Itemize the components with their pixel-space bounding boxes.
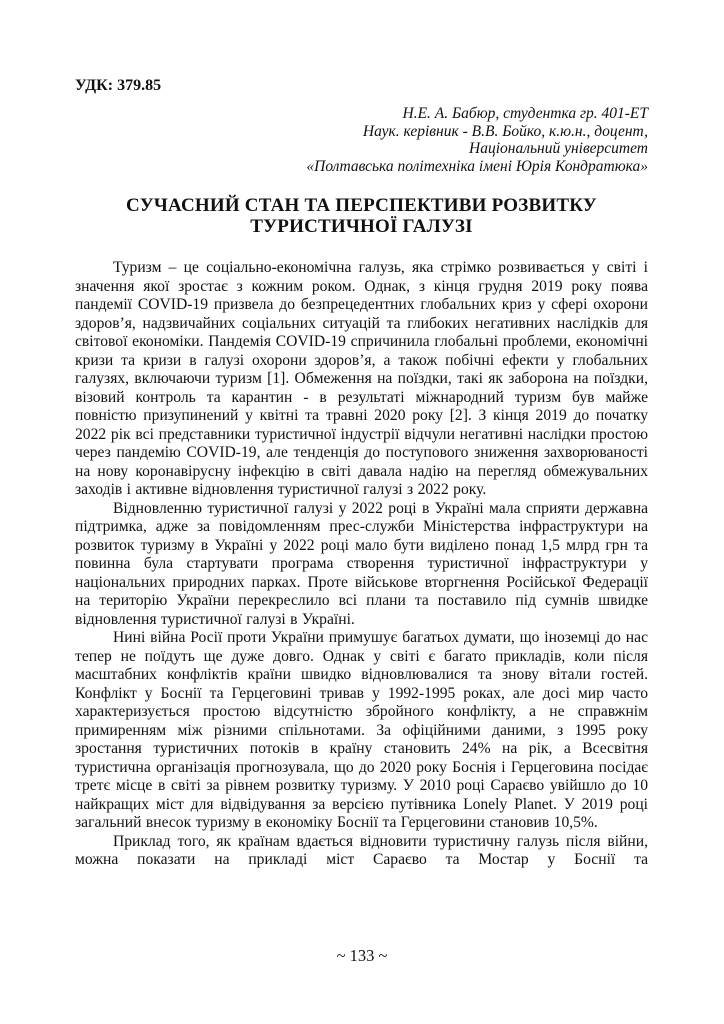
author-block <box>75 105 648 175</box>
author-line-supervisor: Наук. керівник - В.В. Бойко, к.ю.н., доцент, <box>362 122 648 140</box>
paragraph: Приклад того, як країнам вдається відновити туристичну галузь після війни, можна показати на прикладі міст Сараєво та Мостар у Боснії та <box>75 832 648 868</box>
page-number: ~ 133 ~ <box>336 946 388 965</box>
article-title <box>75 195 648 237</box>
article-title-line-1: СУЧАСНИЙ СТАН ТА ПЕРСПЕКТИВИ РОЗВИТКУ <box>126 195 597 216</box>
paragraph: Туризм – це соціально-економічна галузь, яка стрімко розвивається у світі і значення якої зростає з кожним роком. Однак, з кінця грудня 2019 року поява пандемії COVID-19 призвела до безпрецедентних глобальних криз у сфері охорони здоров’я, надзвичайних соціальних ситуацій та глибоких негативних наслідків для світової економіки. Пандемія COVID-19 спричинила глобальні проблеми, економічні кризи та кризи в галузі охорони здоров’я, а також побічні ефекти у глобальних галузях, включаючи туризм [1]. Обмеження на поїздки, такі як заборона на поїздки, візовий контроль та карантин - в результаті міжнародний туризм був майже повністю призупинений у квітні та травні 2020 року [2]. З кінця 2019 до початку 2022 рік всі представники туристичної індустрії відчули негативні наслідки простою через пандемію COVID-19, але тенденція до поступового зниження захворюваності на нову коронавірусну інфекцію в світі давала надію на перегляд обмежувальних заходів і активне відновлення туристичної галузі з 2022 року. <box>75 259 648 498</box>
author-line-student: Н.Е. А. Бабюр, студентка гр. 401-ЕТ <box>402 105 648 122</box>
author-line-university-name: «Полтавська політехніка імені Юрія Кондратюка» <box>306 157 648 175</box>
article-body <box>75 259 648 870</box>
article-title-line-2: ТУРИСТИЧНОЇ ГАЛУЗІ <box>250 216 473 237</box>
paragraph: Нині війна Росії проти України примушує багатьох думати, що іноземці до нас тепер не поїдуть ще дуже довго. Однак у світі є багато прикладів, коли після масштабних конфліктів країни швидко відновлювалися та знову вітали гостей. Конфлікт у Боснії та Герцеговині тривав у 1992-1995 роках, але досі мир часто характеризується простою відсутністю збройного конфлікту, а не справжнім примиренням між різними спільнотами. За офіційними даними, з 1995 року зростання туристичних потоків в країну становить 24% на рік, а Всесвітня туристична організація прогнозувала, що до 2020 року Боснія і Герцеговина посідає третє місце в світі за рівнем розвитку туризму. У 2010 році Сараєво увійшло до 10 найкращих міст для відвідування за версією путівника Lonely Planet. У 2019 році загальний внесок туризму в економіку Боснії та Герцеговини становив 10,5%. <box>75 629 648 831</box>
author-line-university: Національний університет <box>469 140 648 157</box>
paragraph: Відновленню туристичної галузі у 2022 році в Україні мала сприяти державна підтримка, адже за повідомленням прес-служби Міністерства інфраструктури на розвиток туризму в Україні у 2022 році мало бути виділено понад 1,5 млрд грн та повинна була стартувати програма створення туристичної інфраструктури у національних природних парках. Проте військове вторгнення Російської Федерації на територію України перекреслило всі плани та поставило під сумнів швидке відновлення туристичної галузі в Україні. <box>75 499 648 628</box>
udc-code: УДК: 379.85 <box>75 77 162 94</box>
